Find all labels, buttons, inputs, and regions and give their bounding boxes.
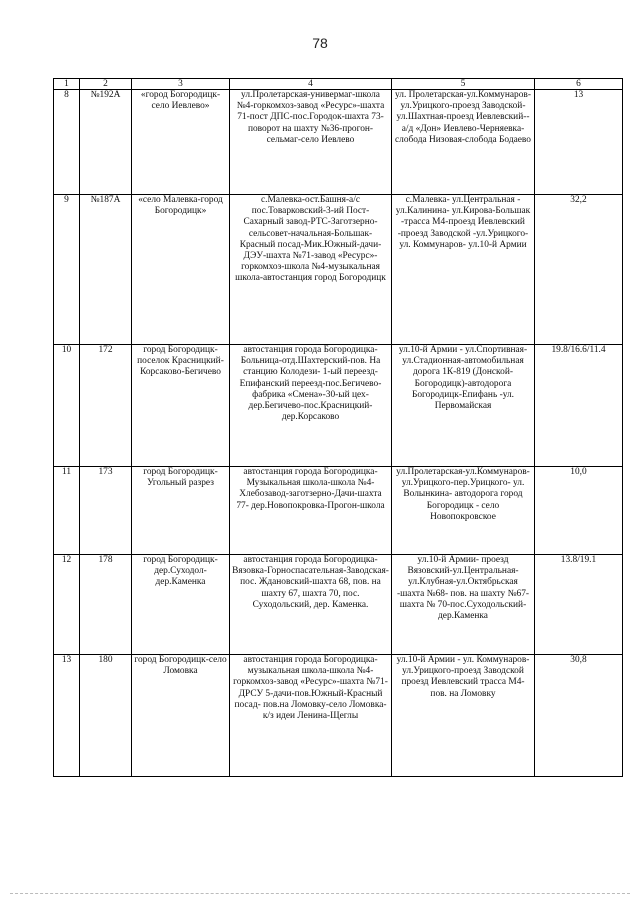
route-number: 172 xyxy=(80,345,132,467)
route-name: город Богородицк-село Ломовка xyxy=(132,655,230,777)
row-number: 8 xyxy=(54,90,80,195)
page-bottom-rule xyxy=(10,893,630,894)
table-row xyxy=(54,655,623,777)
column-header: 5 xyxy=(392,79,535,90)
route-name: «село Малевка-город Богородицк» xyxy=(132,195,230,345)
route-streets: с.Малевка- ул.Центральная - ул.Калинина- ул.Кирова-Большак -трасса М4-проезд Иевлевский -проезд Заводской -ул.Урицкого-ул. Коммунаров- ул.10-й Армии xyxy=(392,195,535,345)
row-number: 13 xyxy=(54,655,80,777)
row-number: 9 xyxy=(54,195,80,345)
route-stops: с.Малевка-ост.Башня-а/с пос.Товарковский-3-ий Пост-Сахарный завод-РТС-Заготзерно-сельсовет-начальная-Большак-Красный посад-Мик.Южный-дачи-ДЭУ-шахта №71-завод «Ресурс»-горкомхоз-школа №4-музыкальная школа-автостанция город Богородицк xyxy=(230,195,392,345)
routes-table xyxy=(53,78,623,777)
table-row xyxy=(54,90,623,195)
route-name: «город Богородицк-село Иевлево» xyxy=(132,90,230,195)
route-length: 13 xyxy=(535,90,623,195)
route-length: 30,8 xyxy=(535,655,623,777)
route-stops: автостанция города Богородицка-Музыкальная школа-школа №4-Хлебозавод-заготзерно-Дачи-шахта 77- дер.Новопокровка-Прогон-школа xyxy=(230,467,392,555)
column-header: 6 xyxy=(535,79,623,90)
route-stops: автостанция города Богородицка-музыкальная школа-школа №4-горкомхоз-завод «Ресурс»-шахта №71-ДРСУ 5-дачи-пов.Южный-Красный посад- пов.на Ломовку-село Ломовка- к/з идеи Ленина-Щеглы xyxy=(230,655,392,777)
route-streets: ул.10-й Армии- проезд Вязовский-ул.Центральная-ул.Клубная-ул.Октябрьская -шахта №68- пов. на шахту №67-шахта № 70-пос.Суходольский-дер.Каменка xyxy=(392,555,535,655)
route-stops: автостанция города Богородицка-Больница-отд.Шахтерский-пов. На станцию Колодези- 1-ый переезд-Епифанский переезд-пос.Бегичево-фабрика «Смена»-30-ый цех- дер.Бегичево-пос.Красницкий-дер.Корсаково xyxy=(230,345,392,467)
route-name: город Богородицк-Угольный разрез xyxy=(132,467,230,555)
table-header-row xyxy=(54,79,623,90)
row-number: 10 xyxy=(54,345,80,467)
route-number: 173 xyxy=(80,467,132,555)
column-header: 1 xyxy=(54,79,80,90)
table-row xyxy=(54,345,623,467)
page-number: 78 xyxy=(312,35,328,51)
route-streets: ул.Пролетарская-ул.Коммунаров-ул.Урицкого-пер.Урицкого- ул. Волынкина- автодорога город Богородицк - село Новопокровское xyxy=(392,467,535,555)
route-length: 10,0 xyxy=(535,467,623,555)
route-number: №187А xyxy=(80,195,132,345)
row-number: 12 xyxy=(54,555,80,655)
table-row xyxy=(54,467,623,555)
route-number: 180 xyxy=(80,655,132,777)
route-number: №192А xyxy=(80,90,132,195)
table-row xyxy=(54,555,623,655)
route-name: город Богородицк-поселок Красницкий-Корсаково-Бегичево xyxy=(132,345,230,467)
column-header: 2 xyxy=(80,79,132,90)
route-streets: ул.10-й Армии - ул. Коммунаров- ул.Урицкого-проезд Заводской проезд Иевлевский трасса М4-пов. на Ломовку xyxy=(392,655,535,777)
column-header: 4 xyxy=(230,79,392,90)
route-streets: ул. Пролетарская-ул.Коммунаров-ул.Урицкого-проезд Заводской- ул.Шахтная-проезд Иевлевский--а/д «Дон» Иевлево-Черняевка-слобода Низовая-слобода Бодаево xyxy=(392,90,535,195)
route-number: 178 xyxy=(80,555,132,655)
table-row xyxy=(54,195,623,345)
route-stops: автостанция города Богородицка-Вязовка-Горноспасательная-Заводская-пос. Ждановский-шахта 68, пов. на шахту 67, шахта 70, пос. Суходольский, дер. Каменка. xyxy=(230,555,392,655)
route-length: 19.8/16.6/11.4 xyxy=(535,345,623,467)
route-streets: ул.10-й Армии - ул.Спортивная-ул.Стадионная-автомобильная дорога 1К-819 (Донской-Богородицк)-автодорога Богородицк-Епифань -ул. Первомайская xyxy=(392,345,535,467)
route-length: 13.8/19.1 xyxy=(535,555,623,655)
route-stops: ул.Пролетарская-универмаг-школа №4-горкомхоз-завод «Ресурс»-шахта 71-пост ДПС-пос.Городок-шахта 73-поворот на шахту №36-прогон-сельмаг-село Иевлево xyxy=(230,90,392,195)
column-header: 3 xyxy=(132,79,230,90)
row-number: 11 xyxy=(54,467,80,555)
route-name: город Богородицк-дер.Суходол-дер.Каменка xyxy=(132,555,230,655)
route-length: 32,2 xyxy=(535,195,623,345)
